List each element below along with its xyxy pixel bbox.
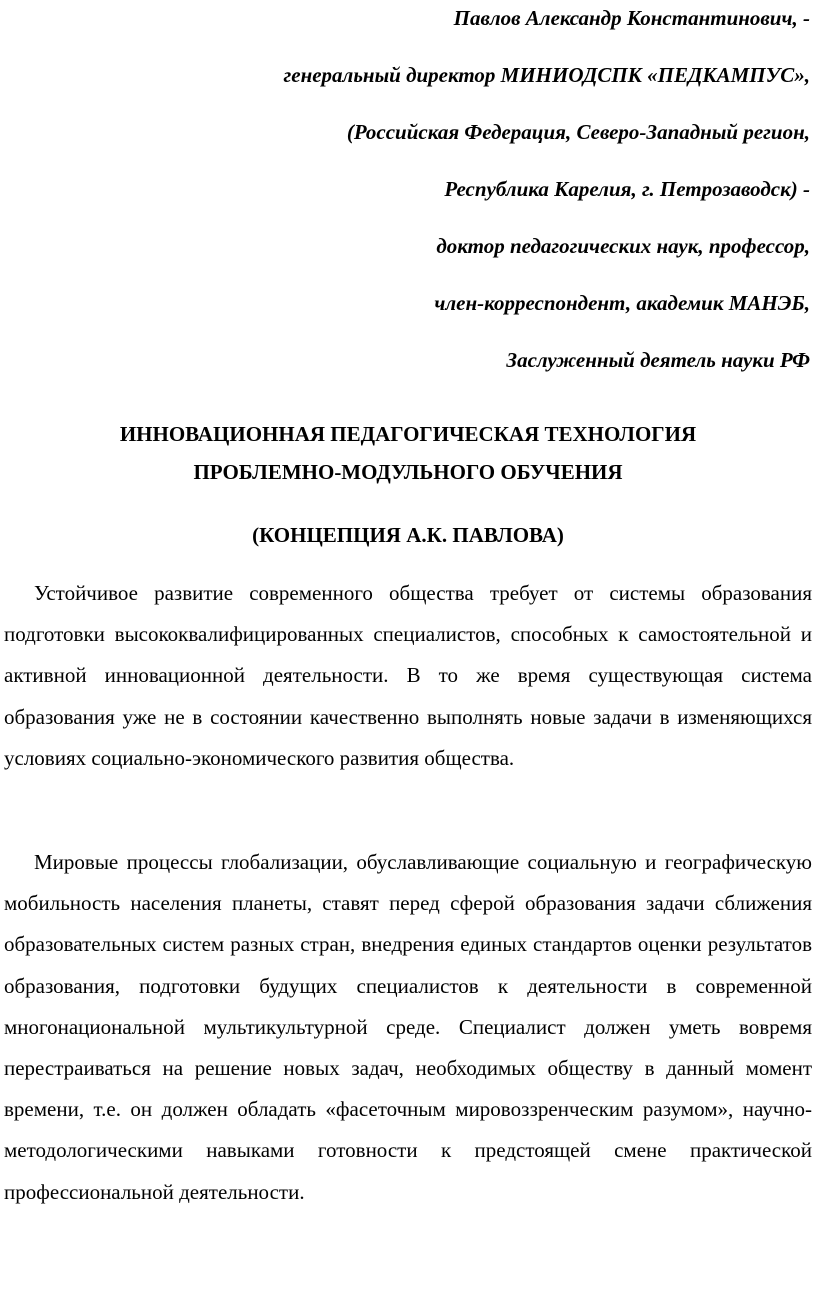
title-line-1: ИННОВАЦИОННАЯ ПЕДАГОГИЧЕСКАЯ ТЕХНОЛОГИЯ xyxy=(119,422,697,446)
author-position: генеральный директор МИНИОДСПК «ПЕДКАМПУС», xyxy=(283,63,810,87)
author-name: Павлов Александр Константинович, - xyxy=(453,6,810,30)
author-honor: Заслуженный деятель науки РФ xyxy=(506,348,810,372)
title-line-2: ПРОБЛЕМНО-МОДУЛЬНОГО ОБУЧЕНИЯ xyxy=(193,460,623,484)
author-academic-title: член-корреспондент, академик МАНЭБ, xyxy=(434,291,810,315)
author-degree: доктор педагогических наук, профессор, xyxy=(436,234,810,258)
paragraph-1: Устойчивое развитие современного общества требует от системы образования подготовки высококвалифицированных специалистов, способных к самостоятельной и активной инновационной деятельности. В то же время существующая система образования уже не в состоянии качественно выполнять новые задачи в изменяющихся условиях социально-экономического развития общества. xyxy=(4,581,812,770)
title-concept: (КОНЦЕПЦИЯ А.К. ПАВЛОВА) xyxy=(252,523,564,547)
paragraph-2: Мировые процессы глобализации, обуславливающие социальную и географическую мобильность населения планеты, ставят перед сферой образования задачи сближения образовательных систем разных стран, внедрения единых стандартов оценки результатов образования, подготовки будущих специалистов к деятельности в современной многонациональной мультикультурной среде. Специалист должен уметь вовремя перестраиваться на решение новых задач, необходимых обществу в данный момент времени, т.е. он должен обладать «фасеточным мировоззренческим разумом», научно-методологическими навыками готовности к предстоящей смене практической профессиональной деятельности. xyxy=(4,850,812,1204)
article-title xyxy=(0,415,816,554)
author-city: Республика Карелия, г. Петрозаводск) - xyxy=(444,177,810,201)
author-info xyxy=(0,0,810,399)
author-region: (Российская Федерация, Северо-Западный регион, xyxy=(346,120,810,144)
